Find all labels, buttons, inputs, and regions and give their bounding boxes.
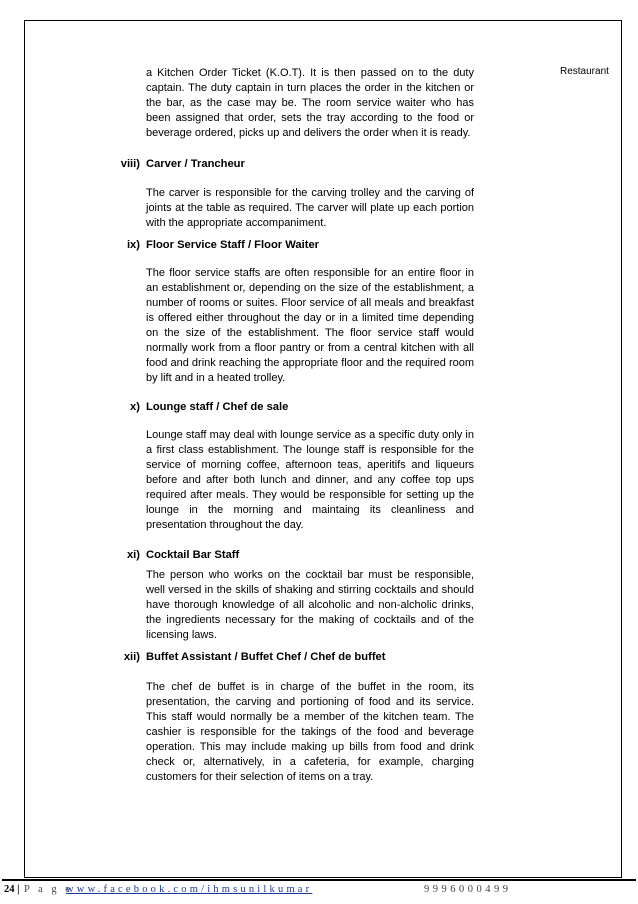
section-number: ix) [126, 239, 140, 251]
section-number: viii) [120, 158, 140, 170]
section-title: Cocktail Bar Staff [146, 549, 240, 561]
section-paragraph-xi: The person who works on the cocktail bar must be responsible, well versed in the skills of shaking and stirring cocktails and should have thorough knowledge of all alcoholic and non-alcholic drinks, the ingredients necessary for the making of cocktails and of the licensing laws. [146, 569, 474, 641]
section-number: xi) [126, 549, 140, 561]
section-side-label: Restaurant [560, 66, 609, 77]
page-footer [2, 879, 636, 901]
section-number: xii) [123, 651, 140, 663]
footer-phone-number: 9996000499 [424, 884, 512, 895]
section-paragraph-ix: The floor service staffs are often responsible for an entire floor in an establishment or, depending on the size of the establishment, a number of rooms or suites. Floor service of all meals and breakfast is offered either throughout the day or in a limited time depending on the size of the establishment. The floor service staff would normally work from a floor pantry or from a central kitchen with all food and drink reaching the appropriate floor and the required room by lift and in a heated trolley. [146, 267, 474, 384]
section-title: Buffet Assistant / Buffet Chef / Chef de buffet [146, 651, 386, 663]
footer-page-number: 24 | [4, 884, 20, 895]
section-paragraph-x: Lounge staff may deal with lounge service as a specific duty only in a first class establishment. The lounge staff is responsible for the service of morning coffee, afternoon teas, aperitifs and liqueurs before and after both lunch and dinner, and any coffee top ups required after meals. They would be responsible for setting up the lounge in the morning and maintaing its cleanliness and presentation throughout the day. [146, 429, 474, 531]
section-paragraph-viii: The carver is responsible for the carving trolley and the carving of joints at the table as required. The carver will plate up each portion with the appropriate accompaniment. [146, 187, 474, 229]
section-number: x) [130, 401, 140, 413]
section-title: Carver / Trancheur [146, 158, 245, 170]
section-title: Floor Service Staff / Floor Waiter [146, 239, 320, 251]
intro-paragraph: a Kitchen Order Ticket (K.O.T). It is then passed on to the duty captain. The duty captain in turn places the order in the kitchen or the bar, as the case may be. The room service waiter who has been assigned that order, sets the tray according to the food or beverage ordered, picks up and delivers the order when it is ready. [146, 67, 474, 139]
section-paragraph-xii: The chef de buffet is in charge of the buffet in the room, its presentation, the carving and portioning of food and its service. This staff would normally be a member of the kitchen team. The cashier is responsible for the takings of the food and beverage operation. This may include making up bills from food and drink check or, alternatively, in a cafeteria, for example, charging customers for their selection of items on a tray. [146, 681, 474, 783]
footer-page-label: P a g e [24, 884, 73, 895]
section-title: Lounge staff / Chef de sale [146, 401, 289, 413]
footer-facebook-link[interactable]: www.facebook.com/ihmsunilkumar [66, 884, 313, 895]
